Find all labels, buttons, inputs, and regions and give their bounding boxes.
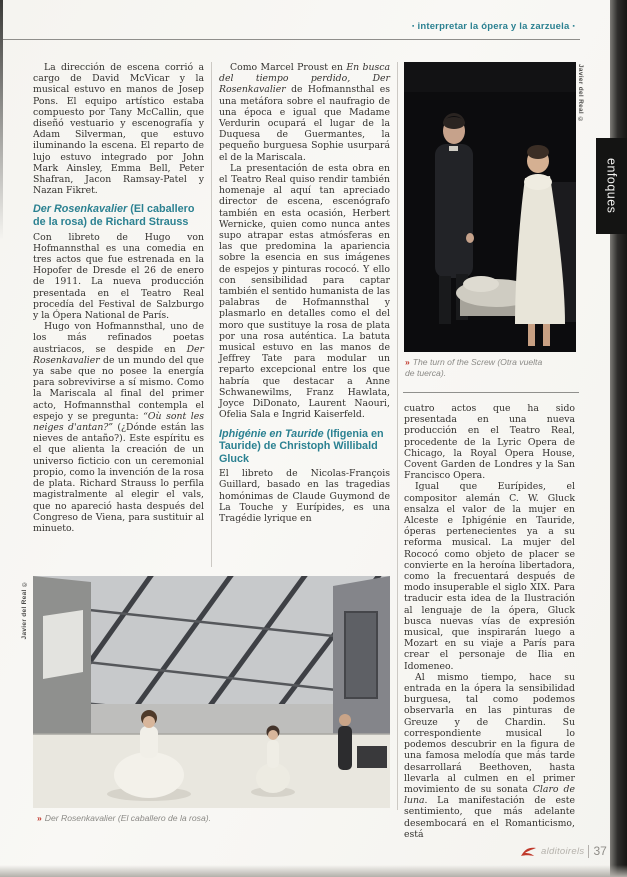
page-footer: [520, 841, 607, 861]
caption-marker-icon: »: [37, 813, 42, 823]
caption-text: Der Rosenkavalier (El caballero de la rosa).: [44, 813, 211, 823]
body-paragraph: cuatro actos que ha sido presentada en una nueva producción en el Teatro Real, procedente de la Lyric Opera de Chicago, la Royal Opera House, Covent Garden de Londres y la San Francisco Opera.: [404, 403, 575, 482]
text-column-1: [33, 62, 204, 534]
kicker-bullet-icon: ▪: [572, 22, 575, 30]
body-paragraph: Como Marcel Proust en En busca del tiempo perdido, Der Rosenkavalier de Hofmannsthal es una metáfora sobre el naufragio de una época e igual que Madame Verdurin ocupará el lugar de la Duquesa de Guermantes, la pequeño burguesa Sophie usurpará el de la Mariscala.: [219, 62, 390, 163]
section-heading: Der Rosenkavalier (El caballero de la rosa) de Richard Strauss: [33, 203, 195, 229]
body-paragraph: Con libreto de Hugo von Hofmannsthal es una comedia en tres actos que fue estrenada en la Hopofer de Dresde el 26 de enero de 1911. La nueva producción presentada en el Teatro Real procedía del Festival de Salzburgo y la Ópera National de París.: [33, 231, 204, 322]
body-paragraph: La presentación de esta obra en el Teatro Real quiso rendir también homenaje al aquí tan apreciado director de escena, escenógrafo también en esta ocasión, Herbert Wernicke, quien como nunca antes supo atrapar estas atmósferas en las que predomina la apariencia sobre la esencia en sus imágenes de espejos y pinturas rococó. Y ello con sensibilidad para captar también el sentido humanista de las palabras de Hofmannsthal y plasmarlo en detalles como el del moro que sustituye la rosa de plata por una rosa auténtica. La batuta musical estuvo en las manos de Jeffrey Tate para modular un reparto excepcional entre los que habría que destacar a Anne Schwanewilms, Franz Hawlata, Joyce DiDonato, Laurent Naouri, Ofelia Sala e Ingrid Kaiserfeld.: [219, 162, 390, 421]
photo-caption-rosenkavalier: [37, 813, 367, 824]
caption-text: The turn of the Screw (Otra vuelta de tuerca).: [405, 357, 543, 378]
scan-edge-right: [610, 0, 627, 877]
column-separator: [211, 62, 212, 567]
body-paragraph: Hugo von Hofmannsthal, uno de los más refinados poetas austriacos, se despide en Der Rosenkavalier de un mundo del que ya sabe que no posee la energía para sobrevivirse a sí mismo. Como la Mariscala al final del primer acto, Hofmannsthal contempla el espejo y se pregunta: “Où sont les neiges d'antan?” (¿Dónde están las nieves de antaño?). Este espíritu es el que alienta la creación de un universo ficticio con un ceremonial propio, como la invención de la rosa de plata. Richard Strauss lo perfila magistralmente al elegir el vals, que no apareció hasta después del Congreso de Viena, para sustituir al minueto.: [33, 321, 204, 534]
body-paragraph: Al mismo tiempo, hace su entrada en la ópera la sensibilidad burguesa, tal como podemos observarla en las pinturas de Greuze y de Chardin. Su correspondiente musical lo podemos descubrir en la figura de una famosa melodía que más tarde desarrollará Beethoven, hasta llevarla al culmen en el primer movimiento de su sonata Claro de luna. La manifestación de este sentimiento, que más adelante desembocará en el Romanticismo, está: [404, 671, 575, 840]
scan-shadow-bottom: [0, 865, 627, 877]
section-kicker: [409, 21, 578, 32]
text-column-2: [219, 62, 390, 524]
photo-turn-of-the-screw: [404, 62, 576, 352]
photo-credit: Javier del Real ©: [21, 580, 28, 640]
photo-der-rosenkavalier: [33, 576, 390, 808]
scan-edge-left: [0, 0, 3, 240]
section-heading: Iphigénie en Tauride (Ifigenia en Tauride) de Christoph Willibald Gluck: [219, 427, 384, 465]
section-tab-label: enfoques: [604, 158, 619, 214]
kicker-label: interpretar la ópera y la zarzuela: [417, 21, 570, 32]
column-separator: [397, 62, 398, 810]
caption-marker-icon: »: [405, 357, 410, 367]
body-paragraph: El libreto de Nicolas-François Guillard, basado en las tragedias homónimas de Claude Guymond de La Touche y Eurípides, es una Tragédie lyrique en: [219, 468, 390, 525]
page-number: 37: [593, 844, 607, 858]
caption-rule: [403, 392, 579, 393]
body-paragraph: La dirección de escena corrió a cargo de David McVicar y la musical estuvo en manos de Josep Pons. El equipo artístico estaba compuesto por Tany McCallin, que diseñó vestuario y escenografía y Adam Silverman, que estuvo iluminando la escena. El reparto de lujo estuvo integrado por John Mark Ainsley, Emma Bell, Peter Shafran, Jacon Ramsay-Patel y Nazan Fikret.: [33, 62, 204, 197]
text-column-3: [404, 403, 575, 840]
photo-credit: Javier del Real ©: [577, 64, 584, 124]
body-paragraph: Igual que Eurípides, el compositor alemán C. W. Gluck ensalza el valor de la mujer en Alceste e Iphigénie en Tauride, óperas pertenecientes ya a su reforma musical. La mujer del Rococó como objeto de placer se convierte en la heroína libertadora, como la frecuentará después de modo insuperable el siglo XIX. Para traducir esta idea de la Ilustración al lenguaje de la ópera, Gluck busca nuevas vías de expresión musical, que inspirarán luego a Mozart en su viaje a París para crear el personaje de Ilia en Idomeneo.: [404, 481, 575, 672]
stage-floor: [33, 734, 390, 808]
brand-logo-icon: [520, 845, 537, 858]
brand-name: alditoirels: [541, 845, 585, 857]
header-rule: [3, 39, 580, 40]
footer-divider: [588, 845, 589, 858]
kicker-bullet-icon: ▪: [411, 22, 415, 30]
section-tab-enfoques: [596, 138, 627, 234]
photo-caption-screw: [405, 357, 545, 379]
